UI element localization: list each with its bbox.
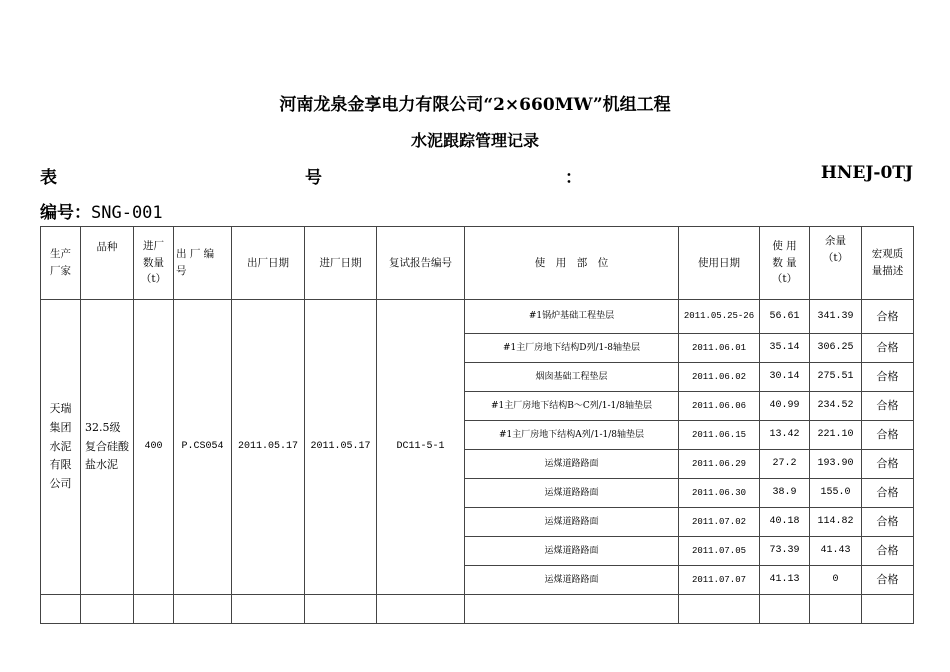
col-header-in-date: 进厂日期	[305, 227, 377, 300]
cell-quality: 合格	[862, 300, 914, 334]
cell-quantity: 400	[134, 300, 174, 595]
empty-cell	[377, 595, 465, 624]
empty-cell	[810, 595, 862, 624]
cement-tracking-table	[40, 226, 914, 624]
form-number-row	[40, 163, 913, 188]
empty-cell	[41, 595, 81, 624]
cell-usage-date: 2011.07.05	[679, 537, 760, 566]
document-title: 河南龙泉金享电力有限公司“2×660MW”机组工程	[279, 95, 671, 115]
serial-value: SNG-001	[91, 203, 163, 223]
cell-quality: 合格	[862, 450, 914, 479]
cell-factory-no: P.CS054	[174, 300, 232, 595]
cell-remaining: 221.10	[810, 421, 862, 450]
cell-usage-date: 2011.06.01	[679, 334, 760, 363]
empty-cell	[465, 595, 679, 624]
cell-variety: 32.5级复合硅酸盐水泥	[81, 300, 134, 595]
header-row	[41, 227, 914, 300]
form-code: HNEJ-0TJ	[820, 163, 913, 183]
form-colon: ：	[565, 168, 582, 188]
cell-usage-part: 运煤道路路面	[465, 450, 679, 479]
serial-number	[40, 198, 163, 223]
col-header-usage-part: 使 用 部 位	[465, 227, 679, 300]
cell-usage-date: 2011.07.07	[679, 566, 760, 595]
col-header-remaining: 余量 （t）	[810, 227, 862, 300]
cell-usage-part: 运煤道路路面	[465, 479, 679, 508]
cell-remaining: 234.52	[810, 392, 862, 421]
cell-usage-part: 运煤道路路面	[465, 508, 679, 537]
cell-remaining: 341.39	[810, 300, 862, 334]
empty-cell	[81, 595, 134, 624]
cell-usage-part: #1锅炉基础工程垫层	[465, 300, 679, 334]
cell-usage-qty: 56.61	[760, 300, 810, 334]
empty-cell	[232, 595, 305, 624]
form-label-a: 表	[40, 168, 57, 188]
cell-usage-qty: 13.42	[760, 421, 810, 450]
empty-cell	[174, 595, 232, 624]
cell-remaining: 114.82	[810, 508, 862, 537]
cell-quality: 合格	[862, 537, 914, 566]
empty-cell	[679, 595, 760, 624]
col-header-quality: 宏观质 量描述	[862, 227, 914, 300]
cell-usage-part: #1主厂房地下结构A列/1-1/8轴垫层	[465, 421, 679, 450]
cell-report-no: DC11-5-1	[377, 300, 465, 595]
col-header-quantity: 进厂 数量 （t）	[134, 227, 174, 300]
col-header-manufacturer: 生产 厂家	[41, 227, 81, 300]
cell-quality: 合格	[862, 479, 914, 508]
empty-cell	[134, 595, 174, 624]
cell-usage-date: 2011.06.02	[679, 363, 760, 392]
cell-usage-date: 2011.07.02	[679, 508, 760, 537]
cell-usage-qty: 27.2	[760, 450, 810, 479]
cell-usage-date: 2011.05.25-26	[679, 300, 760, 334]
cell-remaining: 306.25	[810, 334, 862, 363]
cell-remaining: 193.90	[810, 450, 862, 479]
cell-usage-date: 2011.06.15	[679, 421, 760, 450]
cell-in-date: 2011.05.17	[305, 300, 377, 595]
cell-usage-qty: 38.9	[760, 479, 810, 508]
cell-quality: 合格	[862, 363, 914, 392]
cell-remaining: 0	[810, 566, 862, 595]
cell-usage-date: 2011.06.30	[679, 479, 760, 508]
col-header-report-no: 复试报告编号	[377, 227, 465, 300]
cell-usage-qty: 40.18	[760, 508, 810, 537]
cell-quality: 合格	[862, 566, 914, 595]
cell-usage-qty: 41.13	[760, 566, 810, 595]
table-row	[41, 300, 914, 334]
cell-quality: 合格	[862, 421, 914, 450]
col-header-out-date: 出厂日期	[232, 227, 305, 300]
cell-quality: 合格	[862, 334, 914, 363]
cell-usage-date: 2011.06.29	[679, 450, 760, 479]
cell-out-date: 2011.05.17	[232, 300, 305, 595]
cell-usage-part: #1主厂房地下结构D列/1-8轴垫层	[465, 334, 679, 363]
cell-remaining: 41.43	[810, 537, 862, 566]
cell-remaining: 155.0	[810, 479, 862, 508]
cell-quality: 合格	[862, 392, 914, 421]
cell-quality: 合格	[862, 508, 914, 537]
cell-usage-part: 运煤道路路面	[465, 566, 679, 595]
cell-usage-part: 烟囱基础工程垫层	[465, 363, 679, 392]
cell-usage-qty: 30.14	[760, 363, 810, 392]
col-header-factory-no: 出 厂 编 号	[174, 227, 232, 300]
cell-usage-part: #1主厂房地下结构B～C列/1-1/8轴垫层	[465, 392, 679, 421]
serial-label: 编号：	[40, 203, 91, 223]
table-row-empty	[41, 595, 914, 624]
empty-cell	[305, 595, 377, 624]
col-header-usage-date: 使用日期	[679, 227, 760, 300]
cell-usage-qty: 35.14	[760, 334, 810, 363]
cell-usage-qty: 40.99	[760, 392, 810, 421]
cell-usage-qty: 73.39	[760, 537, 810, 566]
col-header-variety: 品种	[81, 227, 134, 300]
empty-cell	[760, 595, 810, 624]
cell-manufacturer: 天瑞集团水泥有限公司	[41, 300, 81, 595]
col-header-usage-qty: 使 用 数 量 （t）	[760, 227, 810, 300]
cell-remaining: 275.51	[810, 363, 862, 392]
cell-usage-part: 运煤道路路面	[465, 537, 679, 566]
empty-cell	[862, 595, 914, 624]
document-subtitle: 水泥跟踪管理记录	[410, 131, 539, 150]
form-label-b: 号	[305, 168, 322, 188]
cell-usage-date: 2011.06.06	[679, 392, 760, 421]
